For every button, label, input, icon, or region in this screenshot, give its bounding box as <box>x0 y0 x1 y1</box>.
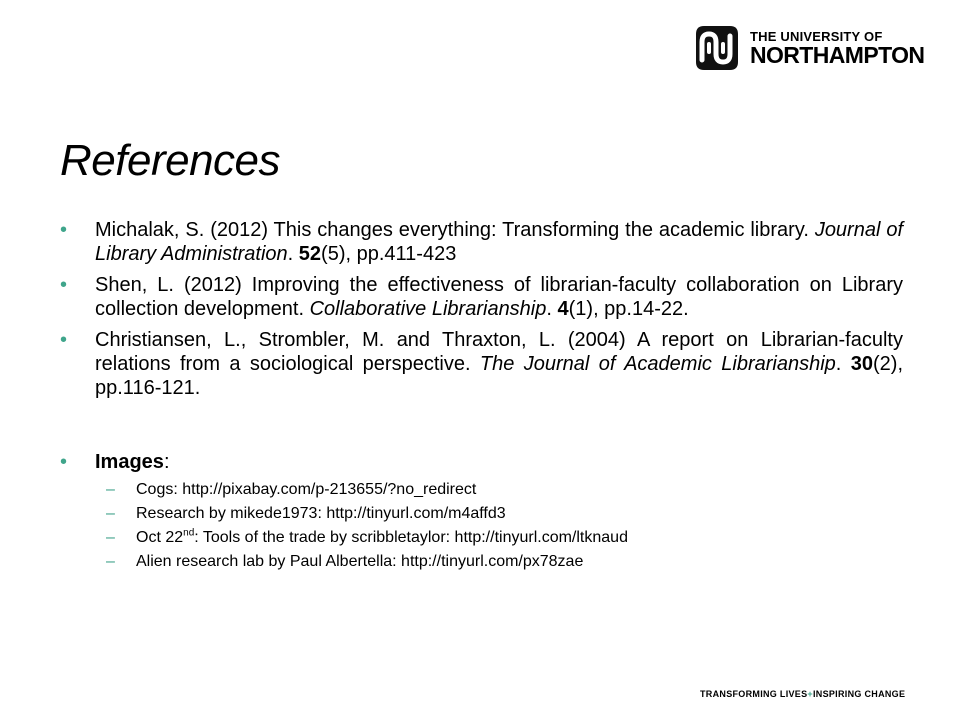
bullet-icon: • <box>60 451 68 473</box>
images-section <box>60 450 628 574</box>
tagline-right: INSPIRING CHANGE <box>812 689 906 699</box>
reference-journal: Journal of Library Administration <box>95 219 903 265</box>
bullet-icon: • <box>60 219 68 241</box>
dash-icon: – <box>106 481 115 498</box>
reference-item <box>60 273 903 321</box>
university-logo <box>692 22 924 74</box>
logo-line-2: NORTHAMPTON <box>750 41 925 68</box>
tagline-left: TRANSFORMING LIVES <box>700 689 808 699</box>
dash-icon: – <box>106 505 115 522</box>
reference-volume: 30 <box>850 353 873 375</box>
reference-separator: . <box>546 298 558 320</box>
image-credit-superscript: nd <box>183 527 195 539</box>
references-list <box>60 218 903 407</box>
reference-text: Christiansen, L., Strombler, M. and Thraxton, L. (2004) A report on Librarian-faculty relations from a sociological perspective. <box>95 329 903 375</box>
image-credit-text: Alien research lab by Paul Albertella: http://tinyurl.com/px78zae <box>136 553 584 570</box>
reference-volume: 52 <box>298 243 322 265</box>
image-credit-text: Research by mikede1973: http://tinyurl.com/m4affd3 <box>136 505 506 522</box>
reference-item <box>60 218 903 266</box>
reference-pages: (1), pp.14-22. <box>568 298 689 320</box>
images-label: Images <box>95 451 164 473</box>
bullet-icon: • <box>60 329 68 351</box>
image-credit <box>95 502 628 526</box>
reference-separator: . <box>287 243 299 265</box>
images-item <box>60 450 628 574</box>
bullet-icon: • <box>60 274 68 296</box>
logo-line-1: THE UNIVERSITY OF <box>750 28 883 44</box>
reference-separator: . <box>835 353 851 375</box>
image-credits-list <box>95 478 628 574</box>
reference-item <box>60 328 903 400</box>
images-colon: : <box>163 451 170 473</box>
image-credit <box>95 526 628 550</box>
reference-journal: Collaborative Librarianship <box>309 298 547 320</box>
image-credit-text-rest: : Tools of the trade by scribbletaylor: http://tinyurl.com/ltknaud <box>194 529 628 546</box>
reference-journal: The Journal of Academic Librarianship <box>479 353 836 375</box>
plus-icon: + <box>807 689 813 699</box>
footer-tagline <box>700 689 905 699</box>
image-credit <box>95 478 628 502</box>
image-credit <box>95 550 628 574</box>
reference-text: Michalak, S. (2012) This changes everything: Transforming the academic library. <box>95 219 815 241</box>
dash-icon: – <box>106 553 115 570</box>
university-of-northampton-logo-icon <box>692 22 742 74</box>
dash-icon: – <box>106 529 115 546</box>
reference-volume: 4 <box>557 298 569 320</box>
image-credit-text: Oct 22 <box>136 529 184 546</box>
reference-pages: (5), pp.411-423 <box>321 243 457 265</box>
reference-text: Shen, L. (2012) Improving the effectiveness of librarian-faculty collaboration on Library collection development. <box>95 274 903 320</box>
page-title: References <box>60 136 281 185</box>
image-credit-text: Cogs: http://pixabay.com/p-213655/?no_redirect <box>136 481 477 498</box>
reference-pages: (2), pp.116-121. <box>95 353 903 399</box>
